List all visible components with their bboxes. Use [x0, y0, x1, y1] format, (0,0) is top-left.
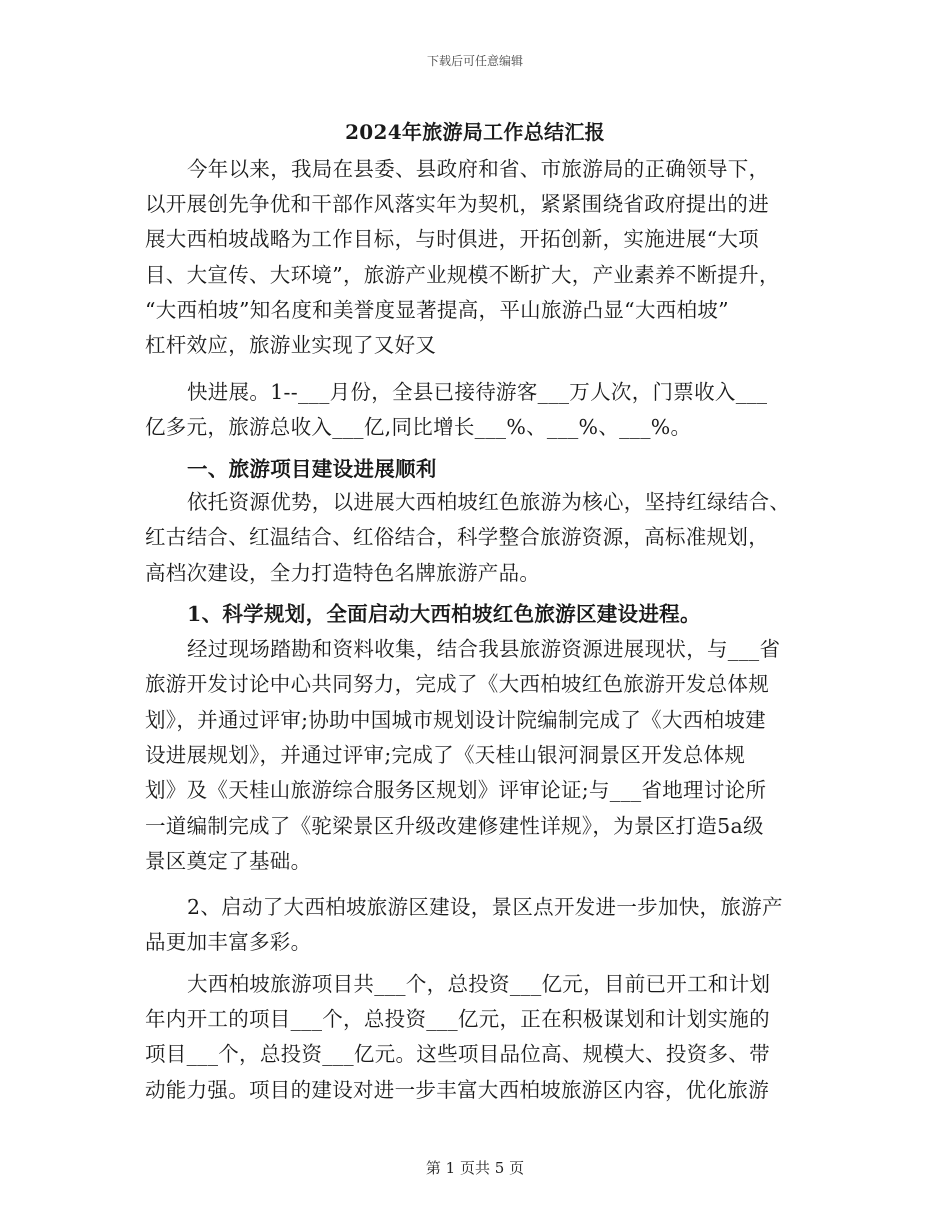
body-line-25: 项目___个，总投资___亿元。这些项目品位高、规模大、投资多、带 [145, 1042, 770, 1066]
body-line-16: 划》，并通过评审;协助中国城市规划设计院编制完成了《大西柏坡建 [145, 708, 766, 732]
body-line-4: 目、大宣传、大环境”，旅游产业规模不断扩大，产业素养不断提升， [145, 263, 780, 287]
body-line-15: 旅游开发讨论中心共同努力，完成了《大西柏坡红色旅游开发总体规 [145, 672, 769, 696]
body-line-19: 一道编制完成了《驼梁景区升级改建修建性详规》，为景区打造5a级 [145, 814, 764, 838]
body-line-18: 划》及《天桂山旅游综合服务区规划》评审论证;与___省地理讨论所 [145, 778, 767, 802]
body-line-20: 景区奠定了基础。 [145, 849, 312, 873]
subsection-heading-1: 1、科学规划，全面启动大西柏坡红色旅游区建设进程。 [187, 602, 701, 626]
body-line-11: 红古结合、红温结合、红俗结合，科学整合旅游资源，高标准规划， [145, 525, 769, 549]
body-line-17: 设进展规划》，并通过评审;完成了《天桂山银河洞景区开发总体规 [145, 743, 746, 767]
body-line-23: 大西柏坡旅游项目共___个，总投资___亿元，目前已开工和计划 [187, 972, 771, 996]
page-number: 第 1 页共 5 页 [425, 1159, 525, 1177]
body-line-8: 亿多元，旅游总收入___亿,同比增长___%、___%、___%。 [145, 415, 692, 439]
body-line-14: 经过现场踏勘和资料收集，结合我县旅游资源进展现状，与___省 [187, 637, 781, 661]
section-heading-1: 一、旅游项目建设进展顺利 [187, 457, 437, 481]
download-note: 下载后可任意编辑 [426, 54, 523, 68]
body-line-24: 年内开工的项目___个，总投资___亿元，正在积极谋划和计划实施的 [145, 1007, 770, 1031]
body-line-21: 2、启动了大西柏坡旅游区建设，景区点开发进一步加快，旅游产 [187, 895, 783, 919]
body-line-2: 以开展创先争优和干部作风落实年为契机，紧紧围绕省政府提出的进 [145, 192, 769, 216]
body-line-5: “大西柏坡”知名度和美誉度显著提高，平山旅游凸显“大西柏坡” [145, 298, 729, 322]
document-title: 2024年旅游局工作总结汇报 [345, 120, 605, 144]
body-line-26: 动能力强。项目的建设对进一步丰富大西柏坡旅游区内容，优化旅游 [145, 1078, 769, 1102]
body-line-1: 今年以来，我局在县委、县政府和省、市旅游局的正确领导下， [187, 157, 770, 181]
body-line-3: 展大西柏坡战略为工作目标，与时俱进，开拓创新，实施进展“大项 [145, 227, 759, 251]
body-line-10: 依托资源优势，以进展大西柏坡红色旅游为核心，坚持红绿结合、 [187, 490, 791, 514]
body-line-6: 杠杆效应，旅游业实现了又好又 [145, 333, 437, 357]
body-line-12: 高档次建设，全力打造特色名牌旅游产品。 [145, 561, 541, 585]
body-line-7: 快进展。1--___月份，全县已接待游客___万人次，门票收入___ [187, 380, 768, 404]
body-line-22: 品更加丰富多彩。 [145, 930, 312, 954]
